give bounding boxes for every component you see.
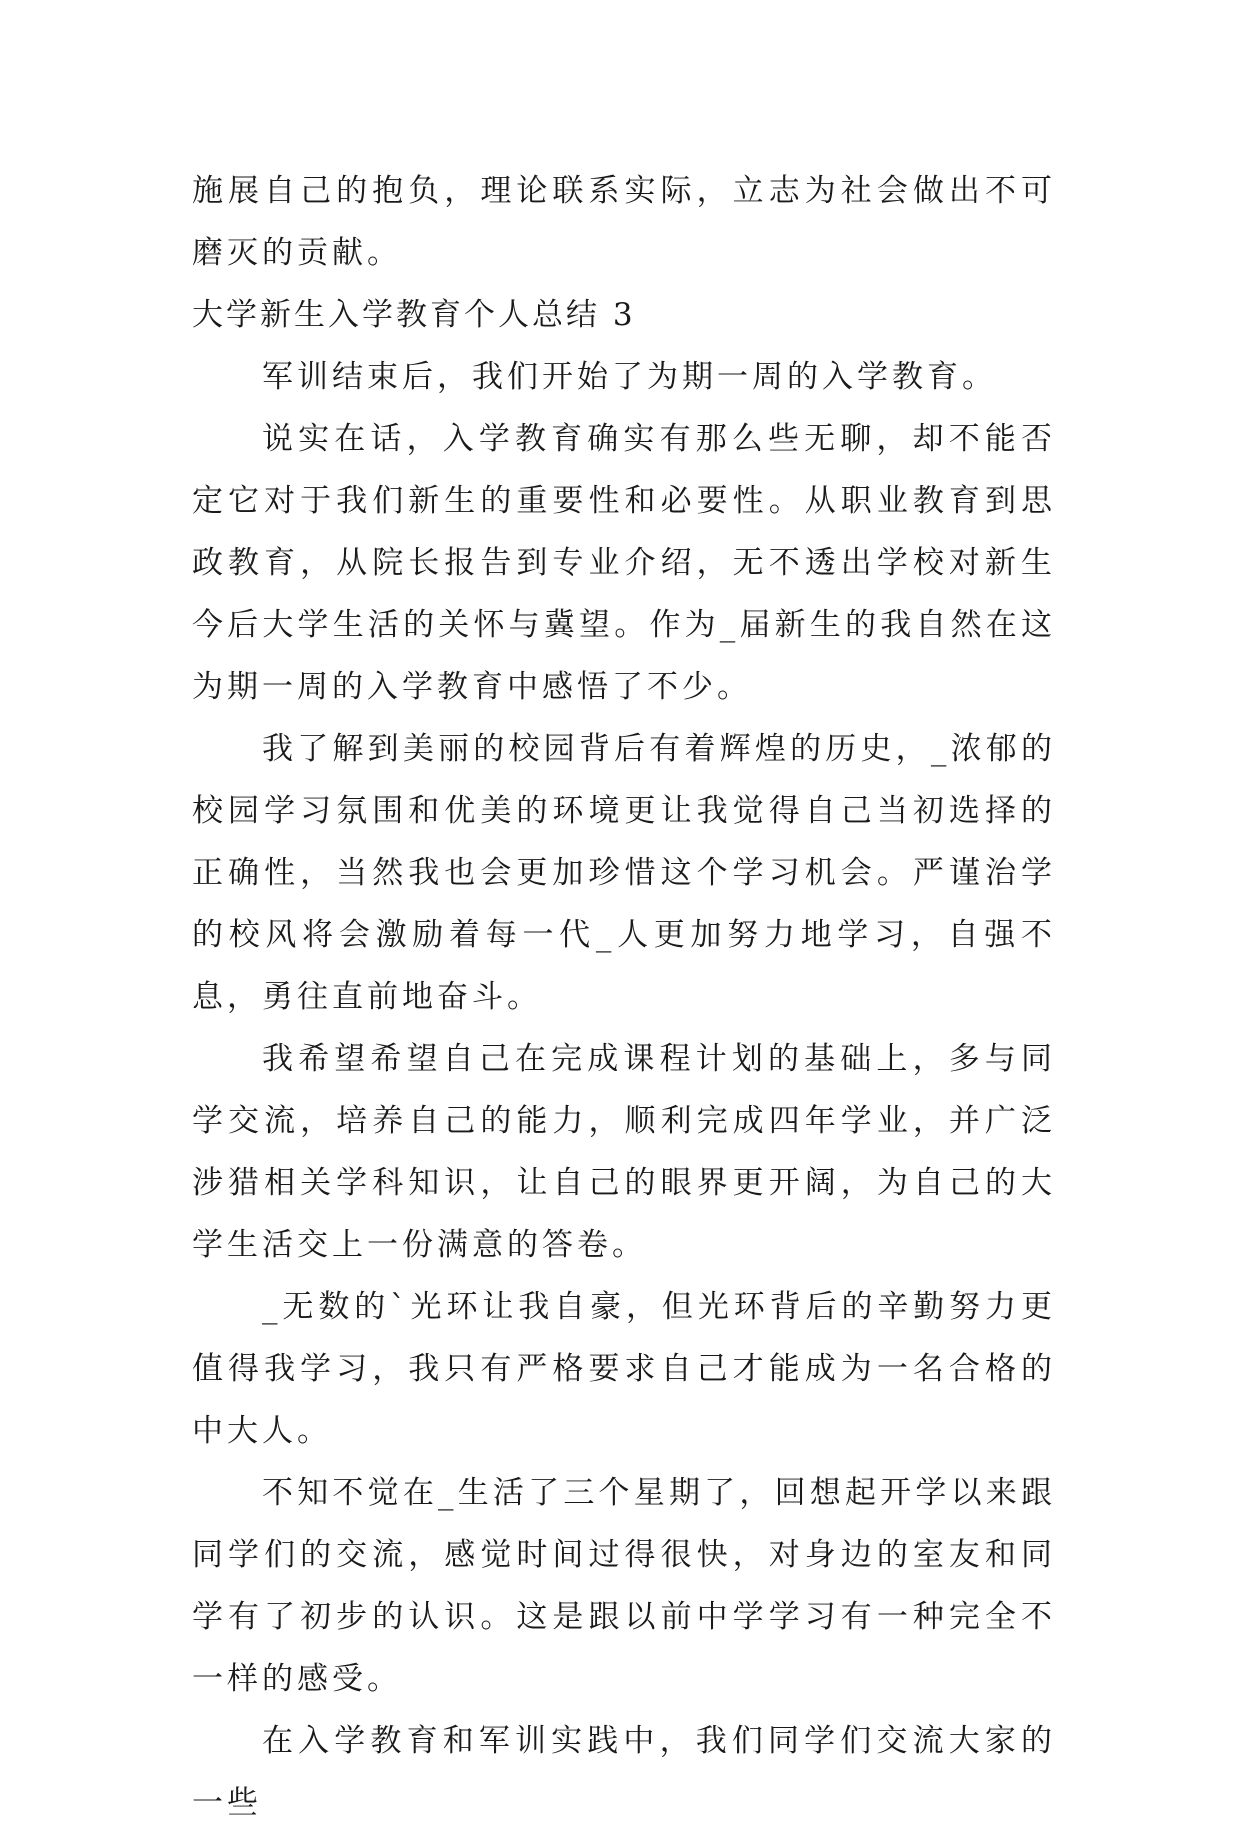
- section-heading: 大学新生入学教育个人总结 3: [192, 297, 636, 333]
- paragraph: 在入学教育和军训实践中，我们同学们交流大家的一些: [192, 1723, 1056, 1821]
- paragraph: 不知不觉在_生活了三个星期了，回想起开学以来跟同学们的交流，感觉时间过得很快，对身边的室友和同学有了初步的认识。这是跟以前中学学习有一种完全不一样的感受。: [192, 1475, 1056, 1697]
- paragraph: 军训结束后，我们开始了为期一周的入学教育。: [262, 359, 997, 395]
- continuation-paragraph: 施展自己的抱负，理论联系实际，立志为社会做出不可磨灭的贡献。: [192, 173, 1056, 271]
- paragraph: _无数的`光环让我自豪，但光环背后的辛勤努力更值得我学习，我只有严格要求自己才能成为一名合格的中大人。: [192, 1289, 1056, 1449]
- paragraph: 说实在话，入学教育确实有那么些无聊，却不能否定它对于我们新生的重要性和必要性。从职业教育到思政教育，从院长报告到专业介绍，无不透出学校对新生今后大学生活的关怀与冀望。作为_届新生的我自然在这为期一周的入学教育中感悟了不少。: [192, 421, 1056, 705]
- paragraph: 我希望希望自己在完成课程计划的基础上，多与同学交流，培养自己的能力，顺利完成四年学业，并广泛涉猎相关学科知识，让自己的眼界更开阔，为自己的大学生活交上一份满意的答卷。: [192, 1041, 1056, 1263]
- paragraph: 我了解到美丽的校园背后有着辉煌的历史，_浓郁的校园学习氛围和优美的环境更让我觉得自己当初选择的正确性，当然我也会更加珍惜这个学习机会。严谨治学的校风将会激励着每一代_人更加努力地学习，自强不息，勇往直前地奋斗。: [192, 731, 1056, 1015]
- document-body: [192, 160, 1056, 1834]
